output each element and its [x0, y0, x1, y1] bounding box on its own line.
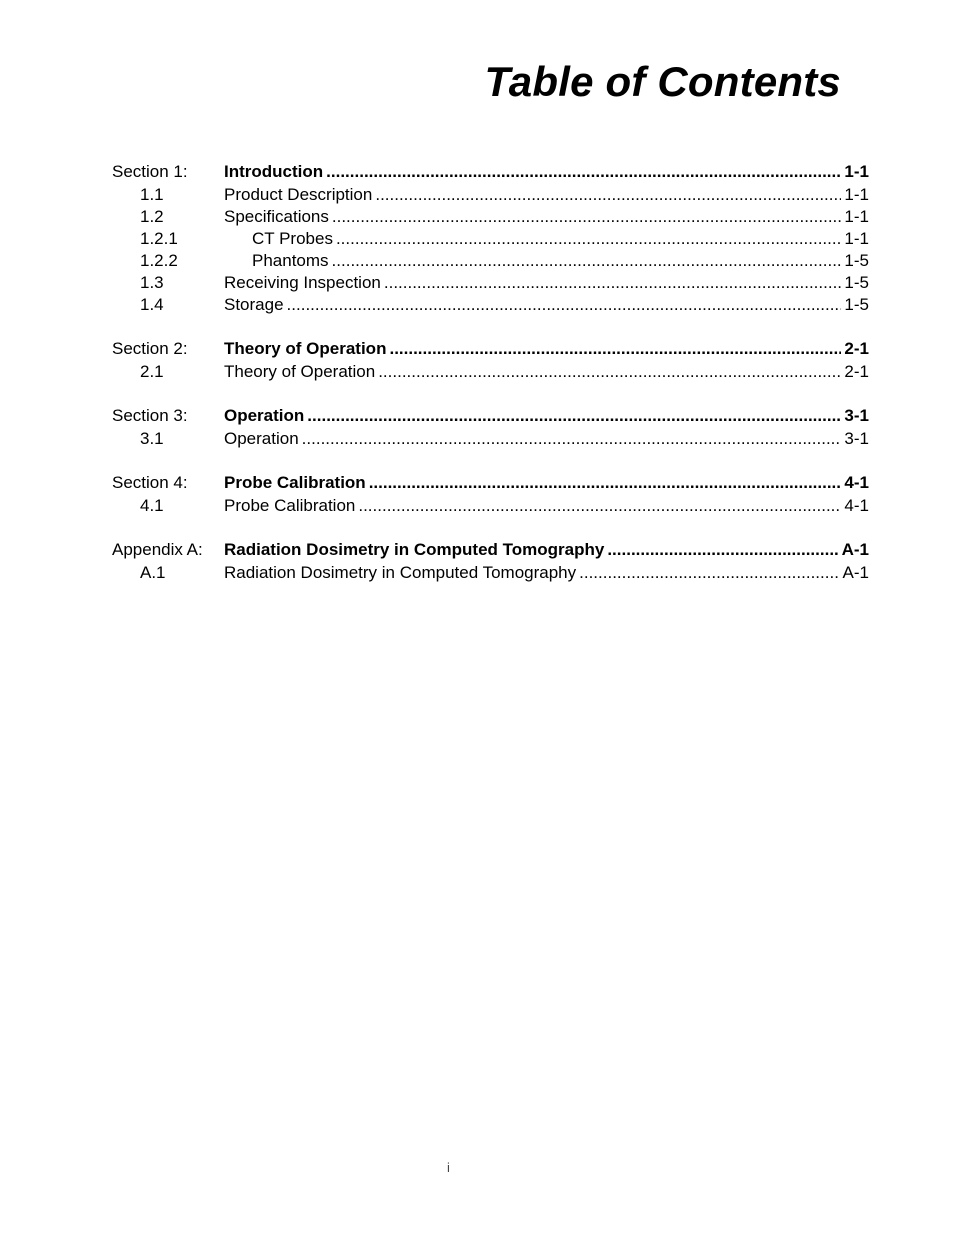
item-title: Phantoms — [252, 251, 329, 270]
toc-entry — [224, 206, 869, 228]
toc-section-heading[interactable] — [112, 404, 869, 428]
section-label: Section 2: — [112, 339, 188, 358]
toc-item[interactable] — [112, 184, 869, 206]
dot-leader — [384, 272, 842, 294]
toc-item[interactable] — [112, 272, 869, 294]
footer-page-number: i — [447, 1160, 450, 1175]
section-label: Section 4: — [112, 473, 188, 492]
toc-section — [112, 538, 869, 584]
section-title: Radiation Dosimetry in Computed Tomography — [224, 540, 605, 559]
toc-item[interactable] — [112, 428, 869, 450]
page-title: Table of Contents — [484, 58, 841, 105]
toc-entry — [224, 250, 869, 272]
toc-item[interactable] — [112, 294, 869, 316]
dot-leader — [307, 404, 841, 428]
toc-entry — [224, 337, 869, 361]
toc-entry — [224, 404, 869, 428]
page-number: 1-5 — [844, 251, 869, 270]
page-number: 2-1 — [844, 339, 869, 358]
dot-leader — [369, 471, 842, 495]
toc-section-heading[interactable] — [112, 471, 869, 495]
section-title: Operation — [224, 406, 305, 425]
page-number: 3-1 — [844, 429, 869, 448]
page-number: A-1 — [841, 540, 869, 559]
page-number: 1-1 — [844, 162, 869, 181]
dot-leader — [358, 495, 841, 517]
dot-leader — [287, 294, 842, 316]
page-number: 4-1 — [844, 473, 869, 492]
toc-entry — [224, 294, 869, 316]
toc-entry — [224, 272, 869, 294]
item-title: Operation — [224, 429, 299, 448]
toc-entry — [224, 471, 869, 495]
toc-entry — [224, 538, 869, 562]
item-title: Theory of Operation — [224, 362, 376, 381]
dot-leader — [579, 562, 839, 584]
page-number: 1-1 — [844, 207, 869, 226]
item-number: A.1 — [140, 563, 166, 582]
item-title: Receiving Inspection — [224, 273, 381, 292]
toc-section — [112, 160, 869, 316]
toc-entry — [224, 184, 869, 206]
item-number: 1.4 — [140, 295, 164, 314]
item-number: 1.2.1 — [140, 229, 178, 248]
item-number: 1.2 — [140, 207, 164, 226]
page-number: 2-1 — [844, 362, 869, 381]
item-title: Probe Calibration — [224, 496, 356, 515]
dot-leader — [332, 206, 842, 228]
toc-section — [112, 471, 869, 517]
item-number: 1.1 — [140, 185, 164, 204]
item-title: CT Probes — [252, 229, 333, 248]
item-title: Product Description — [224, 185, 373, 204]
toc-section-heading[interactable] — [112, 337, 869, 361]
page-number: 1-5 — [844, 273, 869, 292]
page-number: 4-1 — [844, 496, 869, 515]
toc-section-heading[interactable] — [112, 160, 869, 184]
toc-item[interactable] — [112, 495, 869, 517]
toc-entry — [224, 495, 869, 517]
dot-leader — [378, 361, 841, 383]
toc-item[interactable] — [112, 361, 869, 383]
item-number: 1.2.2 — [140, 251, 178, 270]
section-title: Theory of Operation — [224, 339, 387, 358]
toc-entry — [224, 228, 869, 250]
toc-entry — [224, 160, 869, 184]
table-of-contents — [112, 160, 869, 605]
toc-entry — [224, 562, 869, 584]
page-number: 3-1 — [844, 406, 869, 425]
toc-section-heading[interactable] — [112, 538, 869, 562]
page-number: 1-1 — [844, 229, 869, 248]
dot-leader — [389, 337, 841, 361]
section-title: Introduction — [224, 162, 324, 181]
toc-item[interactable] — [112, 206, 869, 228]
item-title: Specifications — [224, 207, 329, 226]
toc-section — [112, 337, 869, 383]
page-number: 1-1 — [844, 185, 869, 204]
section-title: Probe Calibration — [224, 473, 366, 492]
page-number: 1-5 — [844, 295, 869, 314]
dot-leader — [302, 428, 842, 450]
dot-leader — [607, 538, 838, 562]
dot-leader — [332, 250, 842, 272]
dot-leader — [336, 228, 841, 250]
toc-item[interactable] — [112, 250, 869, 272]
page-number: A-1 — [842, 563, 869, 582]
section-label: Section 1: — [112, 162, 188, 181]
dot-leader — [375, 184, 841, 206]
item-number: 3.1 — [140, 429, 164, 448]
toc-item[interactable] — [112, 562, 869, 584]
item-number: 2.1 — [140, 362, 164, 381]
toc-entry — [224, 428, 869, 450]
section-label: Section 3: — [112, 406, 188, 425]
toc-entry — [224, 361, 869, 383]
item-number: 1.3 — [140, 273, 164, 292]
item-title: Storage — [224, 295, 284, 314]
dot-leader — [326, 160, 841, 184]
section-label: Appendix A: — [112, 540, 203, 559]
toc-section — [112, 404, 869, 450]
item-title: Radiation Dosimetry in Computed Tomography — [224, 563, 577, 582]
item-number: 4.1 — [140, 496, 164, 515]
toc-item[interactable] — [112, 228, 869, 250]
